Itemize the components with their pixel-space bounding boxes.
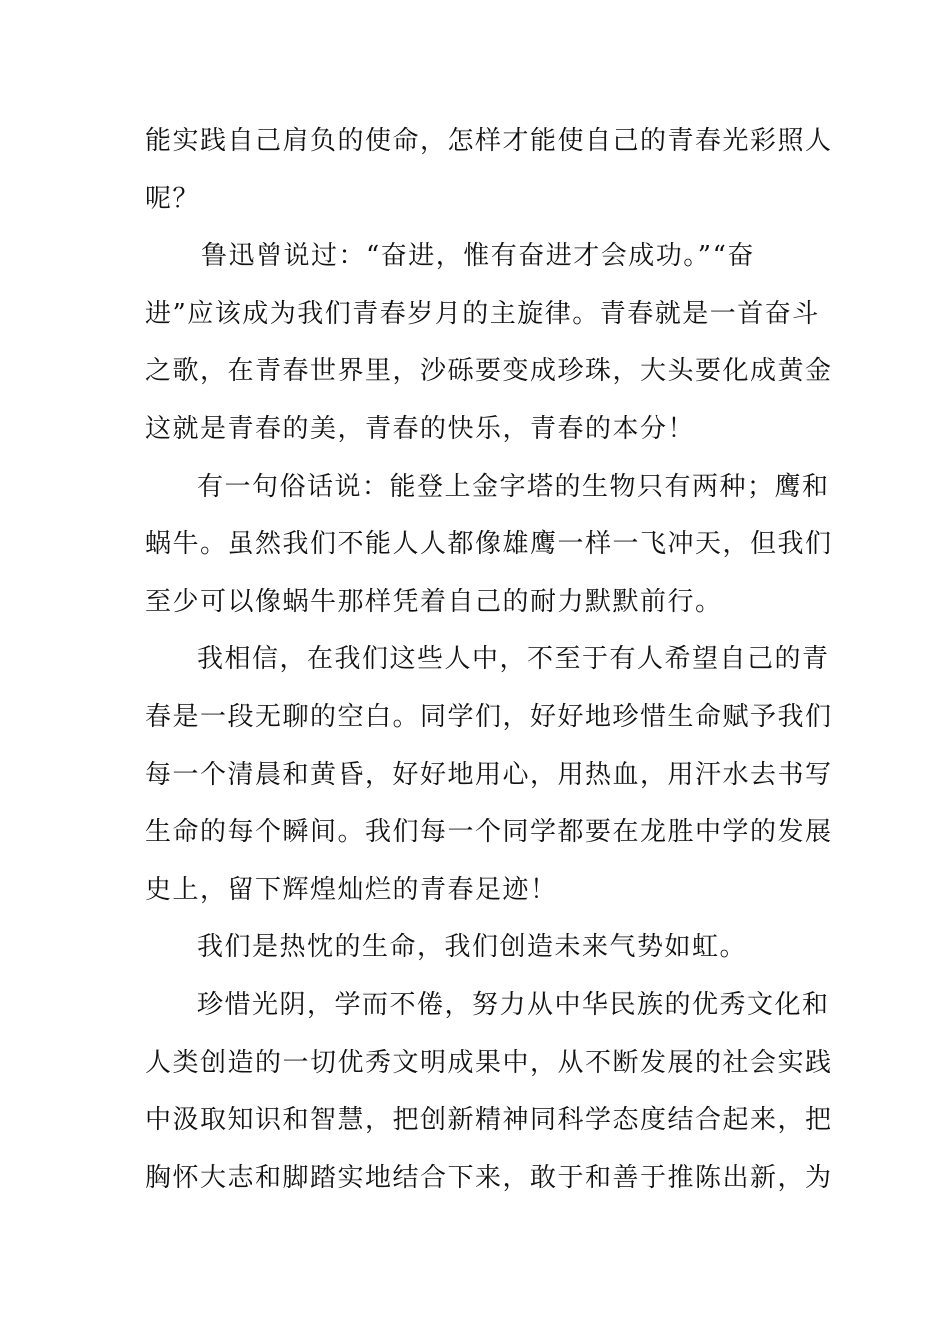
text-line: 呢？ — [145, 183, 201, 214]
text-line: 至少可以像蜗牛那样凭着自己的耐力默默前行。 — [145, 586, 723, 617]
text-line: 胸怀大志和脚踏实地结合下来，敢于和善于推陈出新，为 — [145, 1162, 833, 1193]
text-line: 生命的每个瞬间。我们每一个同学都要在龙胜中学的发展 — [145, 817, 833, 848]
text-line: 鲁迅曾说过：“奋进，惟有奋进才会成功。”“奋 — [201, 241, 755, 272]
text-line: 蜗牛。虽然我们不能人人都像雄鹰一样一飞冲天，但我们 — [145, 529, 833, 560]
text-line: 春是一段无聊的空白。同学们，好好地珍惜生命赋予我们 — [145, 701, 833, 732]
text-line: 珍惜光阴，学而不倦，努力从中华民族的优秀文化和 — [197, 989, 830, 1020]
text-line: 人类创造的一切优秀文明成果中，从不断发展的社会实践 — [145, 1047, 833, 1078]
text-line: 我相信，在我们这些人中，不至于有人希望自己的青 — [197, 644, 830, 675]
text-line: 有一句俗话说：能登上金字塔的生物只有两种；鹰和 — [197, 471, 830, 502]
text-line: 每一个清晨和黄昏，好好地用心，用热血，用汗水去书写 — [145, 759, 833, 790]
text-line: 这就是青春的美，青春的快乐，青春的本分！ — [145, 413, 696, 444]
text-line: 能实践自己肩负的使命，怎样才能使自己的青春光彩照人 — [145, 126, 833, 156]
text-line: 中汲取知识和智慧，把创新精神同科学态度结合起来，把 — [145, 1105, 833, 1136]
text-line: 之歌，在青春世界里，沙砾要变成珍珠，大头要化成黄金 — [145, 356, 833, 387]
text-line: 史上，留下辉煌灿烂的青春足迹！ — [145, 874, 558, 905]
text-line: 我们是热忱的生命，我们创造未来气势如虹。 — [197, 932, 748, 963]
text-line: 进”应该成为我们青春岁月的主旋律。青春就是一首奋斗 — [145, 298, 820, 329]
body-text — [145, 113, 833, 1207]
